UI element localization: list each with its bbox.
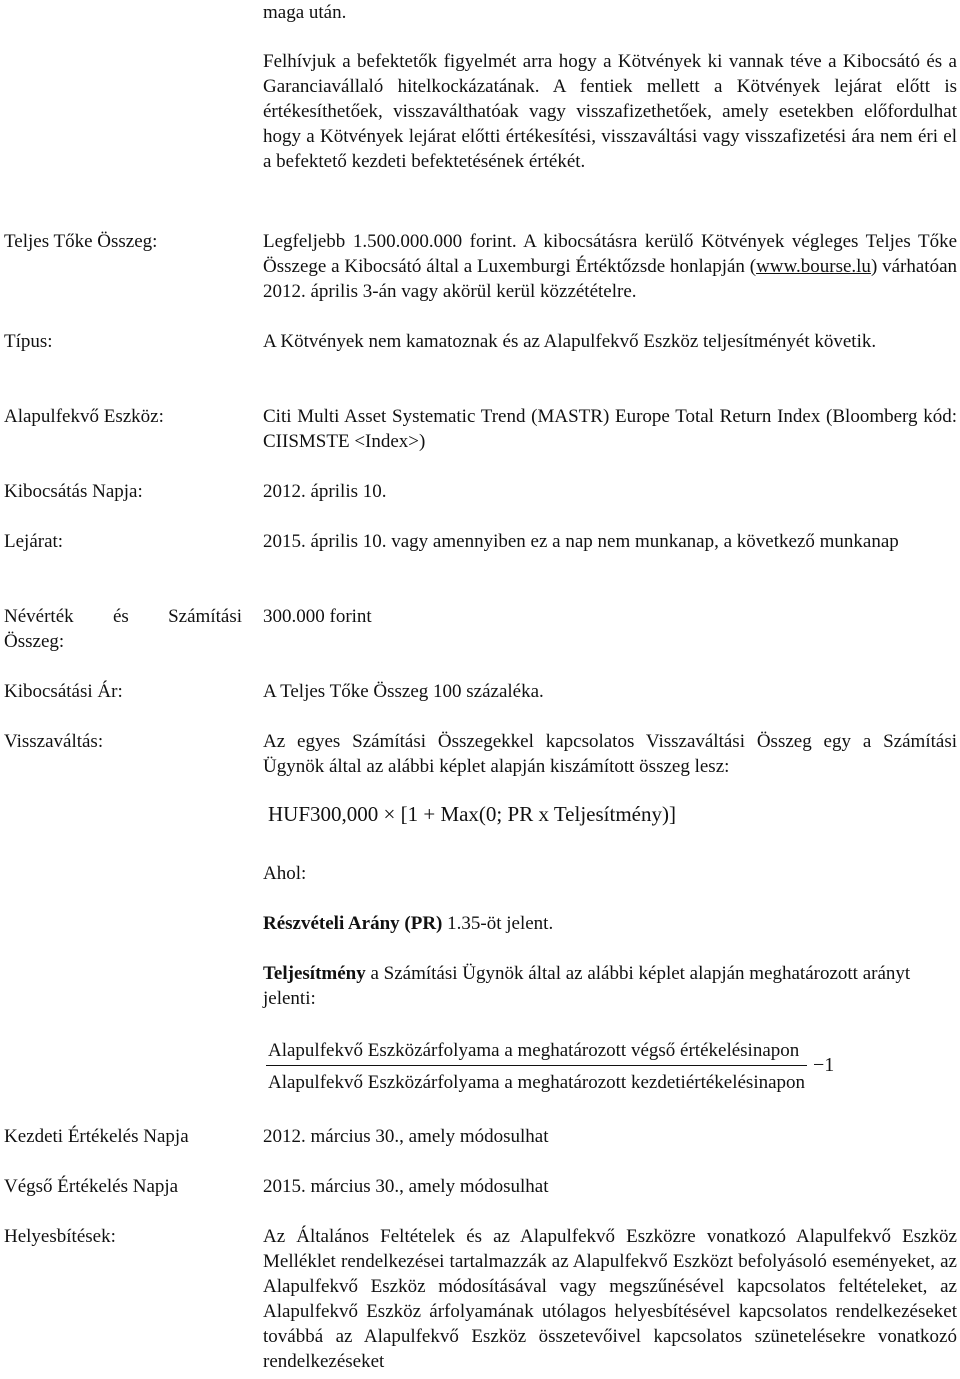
value-lejarat: 2015. április 10. vagy amennyiben ez a nap nem munkanap, a következő munkanap [263,531,899,552]
label-vegso: Végső Értékelés Napja [4,1176,179,1197]
value-vegso: 2015. március 30., amely módosulhat [263,1176,549,1197]
teljes-toke-text-1: Legfeljebb 1.500.000.000 forint. A kibocsátásra kerülő Kötvények végleges Teljes Tőke Összege a Kibocsátó által a Luxemburgi Értéktőzsde honlapján ( [263,231,957,277]
value-tipus: A Kötvények nem kamatoznak és az Alapulfekvő Eszköz teljesítményét követik. [263,331,877,352]
value-nevertek: 300.000 forint [263,606,372,627]
minus-one: −1 [813,1054,835,1076]
teljesitmeny-term: Teljesítmény [263,963,366,984]
value-kibocsatasi-ar: A Teljes Tőke Összeg 100 százaléka. [263,681,544,702]
label-teljes-toke: Teljes Tőke Összeg: [4,231,158,252]
pr-definition [263,911,957,936]
label-nevertek-1: Névérték és Számítási [4,606,242,627]
label-kibocsatas-napja: Kibocsátás Napja: [4,481,143,502]
pr-text: 1.35-öt jelent. [442,913,554,934]
fraction-line [266,1065,807,1066]
label-lejarat: Lejárat: [4,531,64,552]
label-visszavaltas: Visszaváltás: [4,731,104,752]
label-alapulfekvo: Alapulfekvő Eszköz: [4,406,164,427]
value-visszavaltas: Az egyes Számítási Összegekkel kapcsolatos Visszaváltási Összeg egy a Számítási Ügynök által az alábbi képlet alapján kiszámított összeg lesz: [263,731,957,777]
label-kibocsatasi-ar: Kibocsátási Ár: [4,681,123,702]
pr-abbrev: (PR) [404,913,443,934]
value-helyesbitesek: Az Általános Feltételek és az Alapulfekvő Eszközre vonatkozó Alapulfekvő Eszköz Melléklet rendelkezései tartalmazzák az Alapulfekvő Eszközt befolyásoló eseményeket, az Alapulfekvő Eszköz módosításával vagy megszűnésével kapcsolatos feltételeket, az Alapulfekvő Eszköz árfolyamának utólagos helyesbítésével kapcsolatos rendelkezéseket továbbá az Alapulfekvő Eszköz összetevőivel kapcsolatos szünetelésekre vonatkozó rendelkezéseket [263,1226,957,1372]
redemption-formula: HUF300,000 × [1 + Max(0; PR x Teljesítmény)] [268,802,676,826]
ahol-label: Ahol: [263,863,307,884]
intro-line: maga után. [263,2,347,23]
teljesitmeny-text: a Számítási Ügynök által az alábbi képlet alapján meghatározott arányt jelenti: [263,963,911,1009]
value-kezdeti: 2012. március 30., amely módosulhat [263,1126,549,1147]
value-alapulfekvo: Citi Multi Asset Systematic Trend (MASTR) Europe Total Return Index (Bloomberg kód: CIISMSTE <Index>) [263,406,957,452]
risk-paragraph: Felhívjuk a befektetők figyelmét arra hogy a Kötvények ki vannak téve a Kibocsátó és a Garanciavállaló hitelkockázatának. A fentiek mellett a Kötvények lejárat előtt is értékesíthetőek, visszaválthatóak vagy visszafizethetőek, amely esetekben előfordulhat hogy a Kötvények lejárat előtti értékesítési, visszaváltási vagy visszafizetési ára nem éri el a befektető kezdeti befektetésének értékét. [263,51,957,172]
label-kezdeti: Kezdeti Értékelés Napja [4,1126,189,1147]
value-teljes-toke [263,229,957,304]
label-helyesbitesek: Helyesbítések: [4,1226,116,1247]
value-kibocsatas-napja: 2012. április 10. [263,481,387,502]
teljesitmeny-definition [263,961,957,1011]
label-nevertek-2: Összeg: [4,631,65,652]
label-tipus: Típus: [4,331,53,352]
performance-numerator: Alapulfekvő Eszközárfolyama a meghatározott végső értékelésinapon [268,1040,800,1061]
pr-term: Részvételi Arány [263,913,400,934]
teljes-toke-text-2: ) várhatóan 2012. április 3-án vagy akörül kerül közzétételre. [263,256,957,302]
performance-denominator: Alapulfekvő Eszközárfolyama a meghatározott kezdetiértékelésinapon [268,1072,806,1093]
bourse-link[interactable]: www.bourse.lu [756,256,871,277]
